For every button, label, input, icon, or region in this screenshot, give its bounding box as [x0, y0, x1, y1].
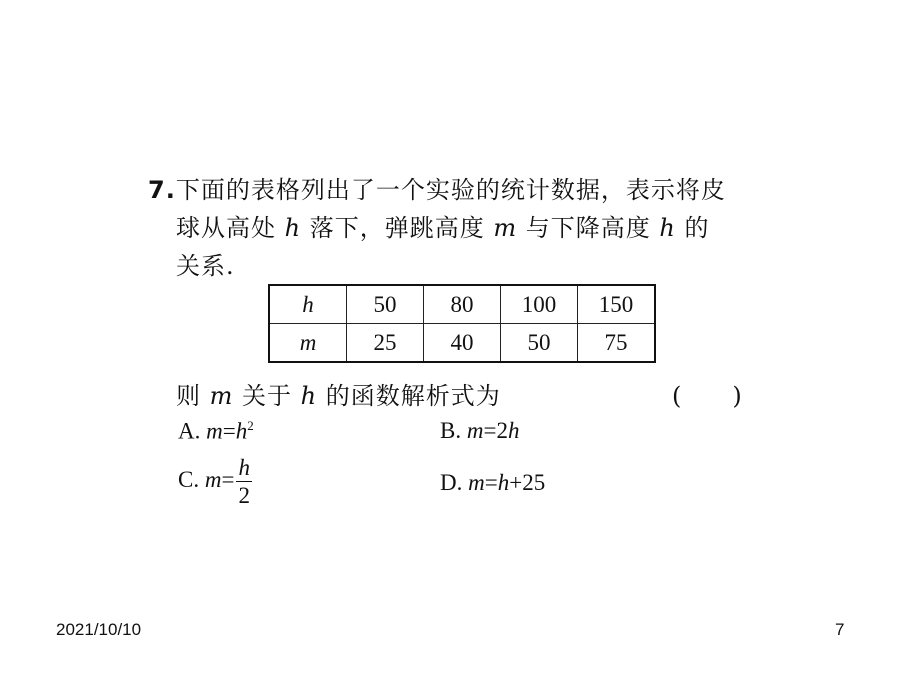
- fraction-denominator: 2: [238, 483, 250, 508]
- prompt-text-c: 的函数解析式为: [317, 382, 501, 410]
- question-text-2b: 落下，弹跳高度: [301, 214, 494, 242]
- fraction: [236, 456, 252, 507]
- var-m: m: [206, 418, 223, 444]
- equals-sign: =: [221, 466, 235, 492]
- question-text-2a: 球从高处: [176, 214, 285, 242]
- row-label-m: m: [269, 324, 347, 363]
- var-m: m: [466, 418, 484, 443]
- table-cell: 100: [501, 285, 578, 324]
- var-h: h: [235, 418, 248, 444]
- table-cell: 80: [424, 285, 501, 324]
- var-m: m: [493, 214, 518, 242]
- var-h: h: [284, 214, 302, 242]
- exponent: 2: [247, 418, 254, 433]
- var-h: h: [507, 418, 520, 443]
- table-row: [269, 324, 655, 363]
- option-d[interactable]: [440, 470, 545, 496]
- question-text-2c: 与下降高度: [517, 214, 660, 242]
- equals-sign: =: [222, 418, 236, 444]
- question-line-1: [148, 170, 726, 205]
- data-table: [268, 284, 656, 363]
- plus-constant: +25: [509, 470, 546, 495]
- option-b[interactable]: [440, 418, 519, 444]
- prompt-text-b: 关于: [233, 382, 301, 410]
- var-h: h: [659, 214, 676, 242]
- table-cell: 25: [347, 324, 424, 363]
- table-row: [269, 285, 655, 324]
- question-text-1: 下面的表格列出了一个实验的统计数据，表示将皮: [175, 176, 726, 204]
- question-line-2: [176, 208, 710, 243]
- var-m: m: [209, 382, 234, 410]
- question-number: 7.: [148, 176, 176, 204]
- equals-sign: =2: [483, 418, 508, 443]
- var-h: h: [497, 470, 510, 495]
- option-b-label: B.: [440, 418, 462, 443]
- option-c-label: C.: [178, 466, 200, 492]
- option-a-label: A.: [178, 418, 201, 444]
- table-cell: 150: [578, 285, 656, 324]
- option-d-label: D.: [440, 470, 463, 495]
- var-m: m: [204, 466, 222, 492]
- table-cell: 75: [578, 324, 656, 363]
- option-c[interactable]: [178, 456, 252, 507]
- table-cell: 50: [501, 324, 578, 363]
- answer-parentheses: ( ): [672, 382, 743, 410]
- table-cell: 50: [347, 285, 424, 324]
- prompt-text-a: 则: [176, 382, 210, 410]
- fraction-numerator: h: [238, 455, 250, 480]
- question-line-3: 关系.: [176, 252, 235, 280]
- option-a[interactable]: [178, 418, 254, 445]
- equals-sign: =: [484, 470, 498, 495]
- question-text-2d: 的: [675, 214, 710, 242]
- var-m: m: [468, 470, 485, 495]
- row-label-h: h: [269, 285, 347, 324]
- var-h: h: [300, 382, 318, 410]
- page-number: 7: [835, 620, 845, 639]
- footer-date: 2021/10/10: [56, 620, 142, 639]
- table-cell: 40: [424, 324, 501, 363]
- question-prompt: [176, 376, 501, 411]
